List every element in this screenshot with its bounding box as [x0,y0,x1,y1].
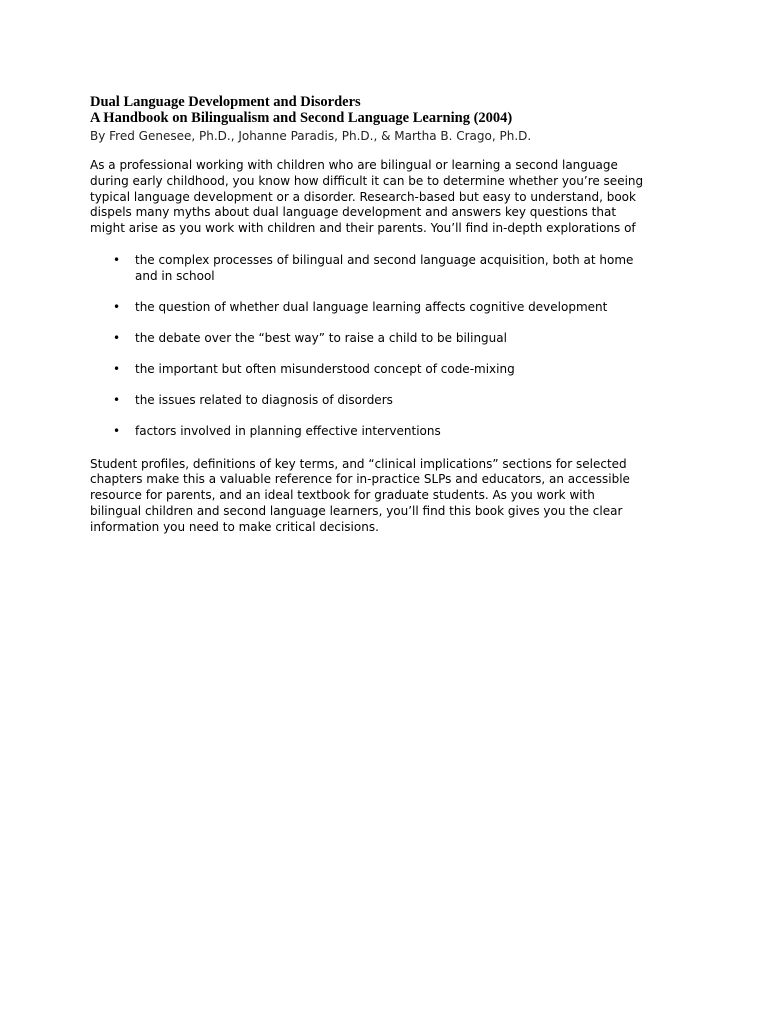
document-page [90,94,690,535]
bullet-icon: • [113,299,121,314]
list-item [90,362,690,378]
bullet-icon: • [113,361,121,376]
list-item-text: the issues related to diagnosis of disorders [135,392,393,407]
closing-line: chapters make this a valuable reference for in-practice SLPs and educators, an accessible [90,472,630,487]
list-item [90,424,690,440]
exploration-list [90,253,690,440]
list-item [90,253,690,285]
list-item [90,300,690,316]
intro-line: dispels many myths about dual language development and answers key questions that [90,205,617,220]
intro-line: typical language development or a disorder. Research-based but easy to understand, book [90,189,636,204]
list-item-text: and in school [135,268,215,283]
closing-paragraph [90,457,690,536]
list-item-text: the important but often misunderstood concept of code-mixing [135,361,515,376]
list-item-text: the question of whether dual language learning affects cognitive development [135,299,608,314]
document-title: Dual Language Development and Disorders [90,94,361,110]
list-item-text: the debate over the “best way” to raise a child to be bilingual [135,330,507,345]
document-subtitle: A Handbook on Bilingualism and Second Language Learning (2004) [90,110,513,126]
list-item [90,331,690,347]
list-item-text: factors involved in planning effective interventions [135,423,441,438]
closing-line: resource for parents, and an ideal textbook for graduate students. As you work with [90,488,595,503]
closing-line: Student profiles, definitions of key terms, and “clinical implications” sections for selected [90,456,627,471]
intro-line: As a professional working with children who are bilingual or learning a second language [90,158,618,172]
bullet-icon: • [113,330,121,345]
intro-line: might arise as you work with children and their parents. You’ll find in-depth explorations of [90,221,636,236]
intro-paragraph [90,158,690,237]
bullet-icon: • [113,252,121,267]
list-item [90,393,690,409]
closing-line: information you need to make critical decisions. [90,519,379,534]
list-item-text: the complex processes of bilingual and second language acquisition, both at home [135,252,634,267]
bullet-icon: • [113,423,121,438]
closing-line: bilingual children and second language learners, you’ll find this book gives you the clear [90,503,623,518]
author-byline: By Fred Genesee, Ph.D., Johanne Paradis, Ph.D., & Martha B. Crago, Ph.D. [90,129,532,143]
intro-line: during early childhood, you know how difficult it can be to determine whether you’re seeing [90,173,644,188]
bullet-icon: • [113,392,121,407]
